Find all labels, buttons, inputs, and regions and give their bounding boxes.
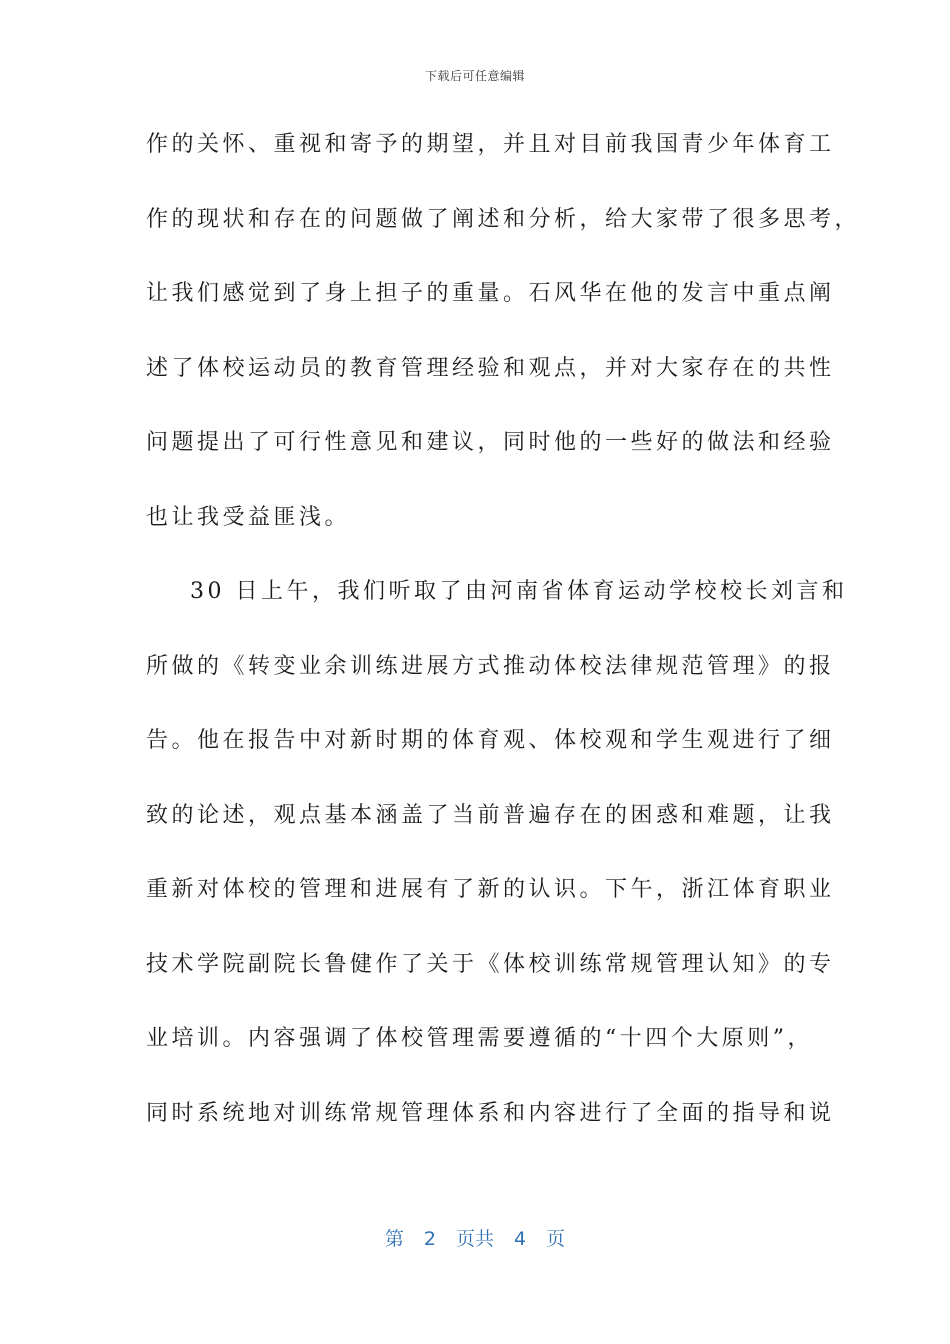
text-line: 重新对体校的管理和进展有了新的认识。下午，浙江体育职业 (146, 877, 835, 902)
footer-label-total: 页共 (455, 1228, 494, 1250)
page-footer (0, 1224, 950, 1251)
text-line: 技术学院副院长鲁健作了关于《体校训练常规管理认知》的专 (146, 951, 835, 977)
text-line: 述了体校运动员的教育管理经验和观点，并对大家存在的共性 (146, 355, 835, 381)
footer-total-pages: 4 (514, 1228, 527, 1250)
footer-current-page: 2 (423, 1228, 436, 1250)
text-line: 告。他在报告中对新时期的体育观、体校观和学生观进行了细 (146, 728, 835, 753)
text-line: 让我们感觉到了身上担子的重量。石风华在他的发言中重点阐 (146, 281, 835, 306)
text-line: 作的关怀、重视和寄予的期望，并且对目前我国青少年体育工 (146, 132, 835, 157)
text-line: 所做的《转变业余训练进展方式推动体校法律规范管理》的报 (146, 653, 835, 679)
header-note: 下载后可任意编辑 (424, 69, 525, 83)
text-line: 致的论述，观点基本涵盖了当前普遍存在的困惑和难题，让我 (146, 802, 835, 828)
text-line: 同时系统地对训练常规管理体系和内容进行了全面的指导和说 (146, 1100, 835, 1126)
text-line: 问题提出了可行性意见和建议，同时他的一些好的做法和经验 (146, 430, 835, 455)
footer-label-end: 页 (546, 1228, 566, 1250)
text-line: 也让我受益匪浅。 (146, 504, 351, 530)
document-body (146, 120, 861, 1163)
text-line: 30 日上午，我们听取了由河南省体育运动学校校长刘言和 (190, 579, 848, 604)
text-line: 业培训。内容强调了体校管理需要遵循的“十四个大原则”， (146, 1026, 813, 1051)
text-line: 作的现状和存在的问题做了阐述和分析，给大家带了很多思考， (146, 206, 861, 232)
footer-label-page: 第 (384, 1228, 404, 1250)
paragraph-2 (146, 567, 848, 1163)
paragraph-1 (146, 120, 861, 567)
